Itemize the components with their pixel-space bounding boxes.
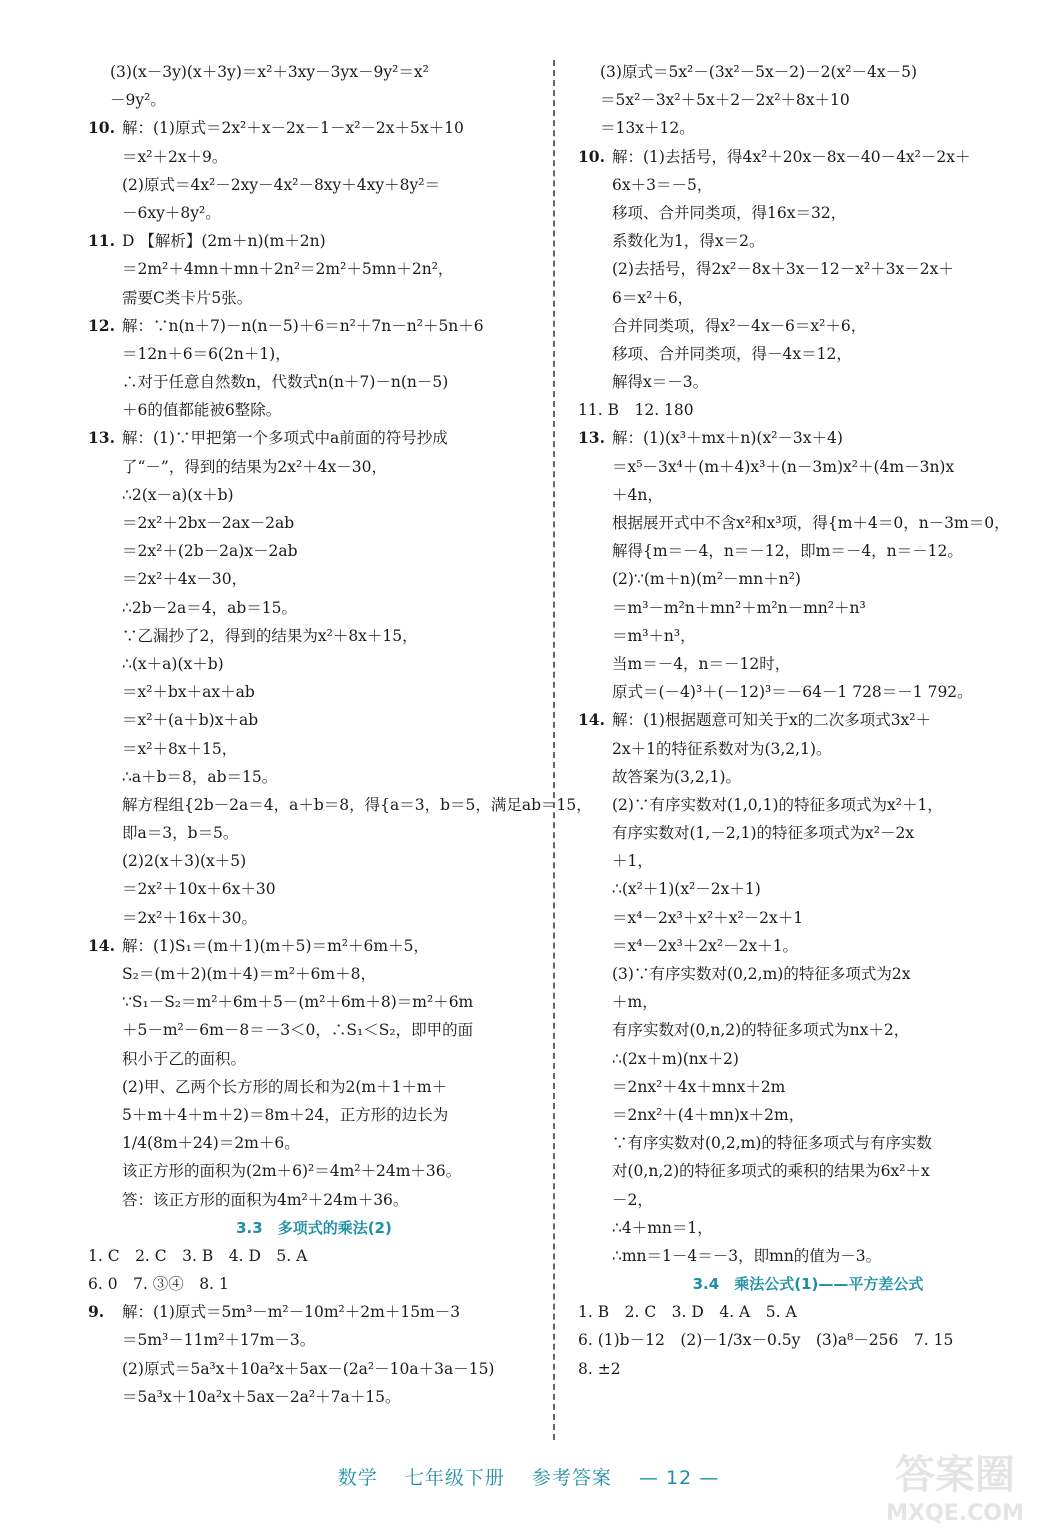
answer-line: [88, 1383, 540, 1411]
answer-line: [578, 453, 1038, 481]
answer-text: 解：(1)原式＝2x²＋x－2x－1－x²－2x＋5x＋10: [122, 119, 464, 138]
answer-line: [578, 143, 1038, 171]
answer-text: ＝x⁴－2x³＋2x²－2x＋1。: [612, 936, 799, 955]
answer-line: [578, 171, 1038, 199]
answer-line: [88, 960, 540, 988]
answer-text: ∴(x＋a)(x＋b): [122, 654, 224, 673]
answer-line: [578, 1298, 1038, 1326]
answer-line: [578, 735, 1038, 763]
answer-line: [578, 565, 1038, 593]
answer-line: [578, 1214, 1038, 1242]
answer-text: ＝5a³x＋10a²x＋5ax－2a²＋7a＋15。: [122, 1387, 401, 1406]
answer-line: [88, 1016, 540, 1044]
question-number: 11.: [88, 231, 115, 251]
answer-text: (3)∵有序实数对(0,2,m)的特征多项式为2x: [612, 965, 911, 983]
answer-text: 解：(1)根据题意可知关于x的二次多项式3x²＋: [612, 711, 932, 730]
answer-text: 8. ±2: [578, 1359, 621, 1378]
answer-line: [578, 537, 1038, 565]
answer-line: [578, 1016, 1038, 1044]
answer-line: [578, 594, 1038, 622]
answer-text: 合并同类项，得x²－4x－6＝x²＋6，: [612, 316, 867, 335]
answer-line: [88, 1355, 540, 1383]
answer-text: 根据展开式中不含x²和x³项，得{m＋4＝0，n－3m＝0，: [612, 514, 1010, 532]
answer-line: [578, 1355, 1038, 1383]
answer-line: [88, 847, 540, 875]
answer-line: [578, 960, 1038, 988]
answer-text: ＝2m²＋4mn＋mn＋2n²＝2m²＋5mn＋2n²，: [122, 260, 454, 279]
answer-line: [88, 678, 540, 706]
answer-text: (3)(x－3y)(x＋3y)＝x²＋3xy－3yx－9y²＝x²: [110, 63, 429, 81]
answer-line: [88, 819, 540, 847]
answer-text: ＝x⁴－2x³＋x²＋x²－2x＋1: [612, 908, 804, 927]
answer-text: ＝x²＋bx＋ax＋ab: [122, 683, 255, 702]
answer-line: [578, 481, 1038, 509]
answer-text: ∴4＋mn＝1，: [612, 1218, 713, 1237]
answer-line: [88, 594, 540, 622]
answer-text: 5＋m＋4＋m＋2)＝8m＋24，正方形的边长为: [122, 1105, 449, 1124]
answer-text: ＝2x²＋10x＋6x＋30: [122, 880, 276, 899]
answer-text: 了“－”，得到的结果为2x²＋4x－30，: [122, 457, 387, 476]
answer-text: 解：(1)(x³＋mx＋n)(x²－3x＋4): [612, 429, 843, 448]
answer-text: 6x＋3＝－5，: [612, 175, 713, 194]
answer-text: ＝m³－m²n＋mn²＋m²n－mn²＋n³: [612, 598, 866, 617]
answer-line: [578, 650, 1038, 678]
answer-text: 有序实数对(1,－2,1)的特征多项式为x²－2x: [612, 824, 915, 843]
answer-line: [578, 284, 1038, 312]
answer-text: (2)原式＝4x²－2xy－4x²－8xy＋4xy＋8y²＝: [122, 175, 441, 194]
answer-text: 6. 0 7. ③④ 8. 1: [88, 1275, 229, 1294]
answer-line: [578, 199, 1038, 227]
answer-text: 3.3 多项式的乘法(2): [236, 1218, 392, 1237]
answer-line: [88, 1242, 540, 1270]
answer-text: 解：(1)S₁＝(m＋1)(m＋5)＝m²＋6m＋5，: [122, 936, 429, 955]
answer-line: [578, 904, 1038, 932]
answer-text: (2)去括号，得2x²－8x＋3x－12－x²＋3x－2x＋: [612, 260, 954, 279]
answer-line: [88, 650, 540, 678]
answer-text: 6. (1)b－12 (2)－1/3x－0.5y (3)a⁸－256 7. 15: [578, 1331, 954, 1350]
column-divider: [553, 60, 555, 1440]
answer-line: [578, 255, 1038, 283]
answer-line: [578, 312, 1038, 340]
answer-text: 有序实数对(0,n,2)的特征多项式为nx＋2，: [612, 1021, 910, 1040]
answer-text: ＝2nx²＋4x＋mnx＋2m: [612, 1077, 786, 1096]
question-number: 13.: [578, 428, 605, 448]
answer-text: ＝x²＋2x＋9。: [122, 147, 228, 166]
answer-text: 1. C 2. C 3. B 4. D 5. A: [88, 1246, 308, 1265]
answer-text: (2)∵(m＋n)(m²－mn＋n²): [612, 570, 801, 589]
answer-line: [88, 453, 540, 481]
answer-line: [88, 255, 540, 283]
answer-line: [88, 509, 540, 537]
answer-line: [578, 791, 1038, 819]
answer-text: 原式＝(－4)³＋(－12)³＝－64－1 728＝－1 792。: [612, 683, 973, 702]
footer-label: 参考答案: [531, 1467, 612, 1489]
answer-line: [578, 1242, 1038, 1270]
answer-line: [578, 706, 1038, 734]
answer-text: ∴a＋b＝8，ab＝15。: [122, 767, 278, 786]
answer-line: [88, 1101, 540, 1129]
answer-line: [578, 114, 1038, 142]
answer-line: [578, 763, 1038, 791]
answer-text: ＋4n，: [612, 485, 663, 504]
answer-text: ＝2nx²＋(4＋mn)x＋2m，: [612, 1105, 805, 1124]
answer-line: [578, 1073, 1038, 1101]
answer-line: [88, 988, 540, 1016]
answer-text: (2)∵有序实数对(1,0,1)的特征多项式为x²＋1，: [612, 795, 943, 814]
answer-line: [88, 396, 540, 424]
answer-text: 解：∵n(n＋7)－n(n－5)＋6＝n²＋7n－n²＋5n＋6: [122, 316, 484, 335]
answer-line: [578, 227, 1038, 255]
answer-text: ＝2x²＋2bx－2ax－2ab: [122, 514, 295, 532]
question-number: 9.: [88, 1302, 105, 1322]
answer-text: 解：(1)∵甲把第一个多项式中a前面的符号抄成: [122, 429, 448, 448]
answer-line: [88, 537, 540, 565]
answer-line: [578, 1326, 1038, 1354]
answer-text: 系数化为1，得x＝2。: [612, 232, 765, 251]
answer-text: ＝5x²－3x²＋5x＋2－2x²＋8x＋10: [600, 91, 850, 110]
answer-line: [88, 227, 540, 255]
answer-text: ＝x²＋8x＋15，: [122, 739, 238, 758]
section-heading: [578, 1270, 1038, 1298]
answer-line: [88, 368, 540, 396]
question-number: 10.: [88, 118, 115, 138]
answer-text: ＝x⁵－3x⁴＋(m＋4)x³＋(n－3m)x²＋(4m－3n)x: [612, 457, 955, 476]
answer-line: [88, 143, 540, 171]
answer-text: 移项、合并同类项，得－4x＝12，: [612, 344, 852, 363]
answer-line: [578, 819, 1038, 847]
answer-text: ∴对于任意自然数n，代数式n(n＋7)－n(n－5): [122, 373, 449, 392]
answer-text: ＋m，: [612, 993, 658, 1012]
answer-line: [88, 1129, 540, 1157]
answer-text: ＝13x＋12。: [600, 119, 695, 138]
answer-line: [88, 284, 540, 312]
answer-text: 解得x＝－3。: [612, 373, 709, 392]
answer-text: ＋5－m²－6m－8＝－3＜0，∴S₁＜S₂，即甲的面: [122, 1021, 474, 1040]
answer-line: [578, 1157, 1038, 1185]
answer-line: [578, 932, 1038, 960]
question-number: 14.: [578, 710, 605, 730]
answer-line: [88, 114, 540, 142]
answer-line: [578, 368, 1038, 396]
section-heading: [88, 1214, 540, 1242]
answer-text: 解：(1)原式＝5m³－m²－10m²＋2m＋15m－3: [122, 1303, 461, 1322]
answer-line: [578, 875, 1038, 903]
answer-text: －6xy＋8y²。: [122, 203, 221, 222]
question-number: 14.: [88, 935, 115, 955]
answer-line: [578, 847, 1038, 875]
answer-line: [578, 622, 1038, 650]
answer-text: ＝12n＋6＝6(2n＋1)，: [122, 344, 291, 363]
question-number: 12.: [88, 315, 115, 335]
answer-line: [88, 481, 540, 509]
answer-line: [88, 1073, 540, 1101]
answer-line: [88, 1157, 540, 1185]
answer-text: 该正方形的面积为(2m＋6)²＝4m²＋24m＋36。: [122, 1162, 462, 1181]
answer-text: 1/4(8m＋24)＝2m＋6。: [122, 1134, 300, 1153]
question-number: 13.: [88, 428, 115, 448]
answer-line: [88, 791, 592, 819]
answer-line: [88, 1326, 540, 1354]
answer-line: [88, 706, 540, 734]
answer-line: [578, 1186, 1038, 1214]
answer-text: ＝5m³－11m²＋17m－3。: [122, 1331, 316, 1350]
answer-text: ∴mn＝1－4＝－3，即mn的值为－3。: [612, 1246, 882, 1265]
answer-text: ＝2x²＋(2b－2a)x－2ab: [122, 542, 298, 561]
answer-text: ∴2(x－a)(x＋b): [122, 485, 234, 504]
answer-line: [88, 86, 540, 114]
answer-text: 解方程组{2b－2a＝4，a＋b＝8，得{a＝3，b＝5，满足ab＝15，: [122, 795, 592, 814]
answer-line: [88, 424, 540, 452]
watermark-logo: [870, 1440, 1040, 1530]
answer-text: 答：该正方形的面积为4m²＋24m＋36。: [122, 1190, 409, 1209]
answer-text: 当m＝－4，n＝－12时，: [612, 654, 791, 673]
answer-line: [578, 1129, 1038, 1157]
answer-line: [88, 1270, 540, 1298]
answer-line: [88, 1045, 540, 1073]
watermark-line1: 答案圈: [895, 1452, 1015, 1498]
answer-line: [88, 340, 540, 368]
answer-text: 解：(1)去括号，得4x²＋20x－8x－40－4x²－2x＋: [612, 147, 971, 166]
answer-text: ＝m³＋n³，: [612, 626, 696, 645]
watermark-line2: MXQE.COM: [886, 1501, 1024, 1526]
question-number: 10.: [578, 146, 605, 166]
answer-text: 3.4 乘法公式(1)——平方差公式: [692, 1275, 924, 1294]
answer-line: [88, 875, 540, 903]
answer-text: ∵乙漏抄了2，得到的结果为x²＋8x＋15，: [122, 626, 418, 645]
answer-text: (3)原式＝5x²－(3x²－5x－2)－2(x²－4x－5): [600, 63, 918, 81]
answer-text: D 【解析】(2m＋n)(m＋2n): [122, 232, 326, 251]
answer-line: [88, 312, 540, 340]
footer-grade: 七年级下册: [404, 1467, 505, 1489]
answer-text: －9y²。: [110, 91, 166, 110]
answer-text: 2x＋1的特征系数对为(3,2,1)。: [612, 739, 832, 758]
answer-line: [578, 1045, 1038, 1073]
answer-line: [578, 509, 1038, 537]
answer-line: [578, 988, 1038, 1016]
answer-line: [88, 622, 540, 650]
answer-line: [88, 1298, 540, 1326]
answer-text: ＝x²＋(a＋b)x＋ab: [122, 711, 259, 730]
answer-line: [88, 932, 540, 960]
answer-text: S₂＝(m＋2)(m＋4)＝m²＋6m＋8，: [122, 965, 376, 983]
right-column: [578, 58, 1038, 1383]
answer-text: 1. B 2. C 3. D 4. A 5. A: [578, 1303, 797, 1322]
answer-text: 积小于乙的面积。: [122, 1049, 247, 1068]
answer-text: ∴(2x＋m)(nx＋2): [612, 1049, 739, 1068]
answer-line: [88, 735, 540, 763]
answer-text: 移项、合并同类项，得16x＝32，: [612, 203, 847, 222]
answer-line: [578, 340, 1038, 368]
answer-text: ∵S₁－S₂＝m²＋6m＋5－(m²＋6m＋8)＝m²＋6m: [122, 993, 474, 1012]
answer-text: (2)原式＝5a³x＋10a²x＋5ax－(2a²－10a＋3a－15): [122, 1359, 495, 1378]
answer-text: －2，: [612, 1190, 653, 1209]
answer-line: [578, 396, 1038, 424]
answer-text: ＝2x²＋16x＋30。: [122, 908, 258, 927]
answer-line: [578, 424, 1038, 452]
answer-text: 故答案为(3,2,1)。: [612, 767, 742, 786]
answer-text: 对(0,n,2)的特征多项式的乘积的结果为6x²＋x: [612, 1162, 930, 1181]
left-column: [88, 58, 592, 1411]
answer-line: [88, 199, 540, 227]
footer-page-number: — 12 —: [638, 1467, 720, 1489]
answer-text: ＋6的值都能被6整除。: [122, 401, 282, 420]
answer-text: (2)2(x＋3)(x＋5): [122, 852, 247, 871]
answer-line: [88, 565, 540, 593]
answer-text: ＋1，: [612, 852, 653, 871]
answer-text: 即a＝3，b＝5。: [122, 824, 239, 843]
answer-line: [88, 904, 540, 932]
answer-text: (2)甲、乙两个长方形的周长和为2(m＋1＋m＋: [122, 1077, 448, 1096]
answer-text: 需要C类卡片5张。: [122, 288, 253, 307]
answer-line: [88, 1186, 540, 1214]
answer-text: ＝2x²＋4x－30，: [122, 570, 248, 589]
answer-line: [578, 678, 1038, 706]
footer-subject: 数学: [337, 1467, 378, 1489]
answer-text: 6＝x²＋6，: [612, 288, 694, 307]
answer-line: [578, 1101, 1038, 1129]
answer-text: ∴(x²＋1)(x²－2x＋1): [612, 880, 761, 899]
answer-text: ∴2b－2a＝4，ab＝15。: [122, 598, 297, 617]
answer-line: [88, 763, 540, 791]
answer-line: [88, 171, 540, 199]
answer-text: 11. B 12. 180: [578, 401, 694, 420]
answer-line: [578, 86, 1038, 114]
answer-line: [578, 58, 1038, 86]
answer-text: 解得{m＝－4，n＝－12，即m＝－4，n＝－12。: [612, 542, 963, 561]
answer-line: [88, 58, 540, 86]
answer-text: ∵有序实数对(0,2,m)的特征多项式与有序实数: [612, 1134, 932, 1153]
